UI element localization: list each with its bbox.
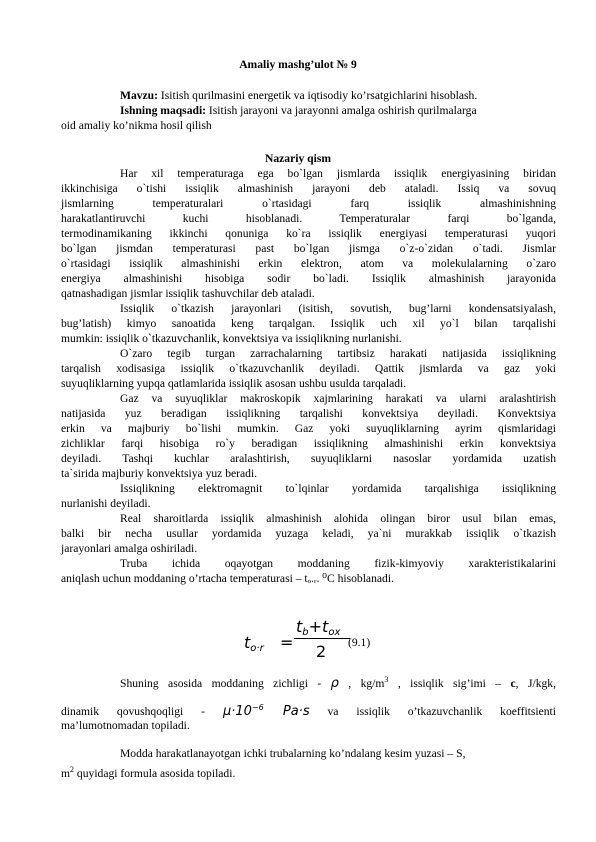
aim-line-2: oid amaliy ko’nikma hosil qilish	[61, 119, 212, 132]
body-line: jarayonlari amalga oshiriladi.	[61, 542, 198, 555]
formula-numerator: tb+tox	[296, 617, 341, 638]
body-line: Modda harakatlanayotgan ichki trubalarning ko’ndalang kesim yuzasi – S,	[120, 747, 466, 760]
body-line: $m^2$ quyidagi formula asosida topiladi.	[61, 765, 236, 780]
body-line: Gaz va suyuqliklar makroskopik xajmlarining harakati va ularni aralashtirish	[120, 392, 556, 405]
rho-symbol: ρ	[330, 676, 339, 691]
body-line: Issiqlik o`tkazish jarayonlari (isitish, sovutish, bug’larni kondensatsiyalash,	[120, 302, 556, 315]
body-line: zichliklar farqi hisobiga ro`y beradigan issiqlikning almashinishi erkin konvektsiya	[61, 437, 556, 450]
body-line: o`rtasidagi issiqlik almashinishi erkin elektron, atom va molekulalarning o`zaro	[61, 257, 556, 270]
body-line: erkin va majburiy bo`lishi mumkin. Gaz yoki suyuqliklarning ayrim qismlaridagi	[61, 422, 556, 435]
formula-equals: =	[280, 633, 294, 652]
body-line: bug’latish) kimyo sanoatida keng tarqalgan. Issiqlik uch xil yo`l bilan tarqalishi	[61, 317, 556, 330]
fraction-bar	[294, 638, 350, 639]
body-line: harakatlantiruvchi kuchi hisoblanadi. Temperaturalar farqi bo`lganda,	[61, 212, 556, 225]
body-line: O`zaro tegib turgan zarrachalarning tartibsiz harakati natijasida issiqlikning	[120, 347, 556, 360]
body-line: Har xil temperaturaga ega bo`lgan jismlarda issiqlik energiyasining biridan	[120, 167, 556, 180]
body-line: Real sharoitlarda issiqlik almashinish alohida olingan biror usul bilan emas,	[120, 512, 556, 525]
body-line: Issiqlikning elektromagnit to`lqinlar yordamida tarqalishiga issiqlikning	[120, 482, 556, 495]
viscosity-expression: $\mu\cdot 10^{-6}$ Pa·s	[222, 703, 310, 719]
body-line: aniqlash uchun moddaning o’rtacha temperaturasi – tₒ.ᵣ. ⁰C hisoblanadi.	[61, 572, 394, 585]
body-line: jismlarning temperaturalari o`rtasidagi farq issiqlik almashinishning	[61, 197, 556, 210]
formula-denominator: 2	[316, 642, 327, 661]
body-line: mumkin: issiqlik o`tkazuvchanlik, konvektsiya va issiqlikning nurlanishi.	[61, 332, 402, 345]
body-line: Shuning asosida moddaning zichligi - ρ , $kg/m^3$ , issiqlik sig’imi – c, J/kgk,	[120, 675, 556, 691]
body-line: deyiladi. Tashqi kuchlar aralashtirish, suyuqliklarni nasoslar yordamida uzatish	[61, 452, 556, 465]
body-line: ikkinchisiga o`tishi issiqlik almashinish jarayoni deb ataladi. Issiq va sovuq	[61, 182, 556, 195]
mean-temperature-formula	[244, 617, 404, 665]
body-line: nurlanishi deyiladi.	[61, 497, 151, 510]
body-line: tarqalish xodisasiga issiqlik o`tkazuvchanlik deyiladi. Qattik jismlarda va gaz yoki	[61, 362, 556, 375]
topic-label: Mavzu:	[120, 89, 158, 102]
aim-text: Isitish jarayoni va jarayonni amalga oshirish qurilmalarga	[206, 104, 477, 117]
page-title: Amaliy mashg’ulot № 9	[239, 58, 357, 71]
body-line: suyuqliklarning yupqa qatlamlarida issiqlik asosan ushbu usulda tarqaladi.	[61, 377, 407, 390]
aim-line	[120, 103, 556, 118]
aim-label: Ishning maqsadi:	[120, 104, 207, 117]
body-line: natijasida yuz beradigan issiqlikning tarqalishi konvektsiya deyiladi. Konvektsiya	[61, 407, 556, 420]
formula-lhs: to·r	[244, 633, 264, 654]
body-line: ta`sirida majburiy konvektsiya yuz beradi.	[61, 467, 258, 480]
body-line: dinamik qovushqoqligi - $\mu\cdot 10^{-6}$ Pa·s va issiqlik o’tkazuvchanlik koeffitsienti	[61, 703, 556, 719]
body-line: Truba ichida oqayotgan moddaning fizik-kimyoviy xarakteristikalarini	[120, 557, 556, 570]
body-line: termodinamikaning ikkinchi qonuniga ko`ra issiqlik energiyasi temperaturasi yuqori	[61, 227, 556, 240]
body-line: balki bir necha usullar yordamida yuzaga keladi, ya`ni murakkab issiqlik o`tkazish	[61, 527, 556, 540]
section-heading: Nazariy qism	[264, 152, 331, 165]
body-line: energiya almashinishi hisobiga sodir bo`ladi. Issiqlik almashinish jarayonida	[61, 272, 556, 285]
body-line: bo`lgan jismdan temperaturasi past bo`lgan jismga o`z-o`zidan o`tadi. Jismlar	[61, 242, 556, 255]
body-line: ma’lumotnomadan topiladi.	[61, 719, 190, 732]
equation-number: (9.1)	[348, 636, 371, 649]
topic-line	[120, 88, 556, 103]
topic-text: Isitish qurilmasini energetik va iqtisodiy ko’rsatgichlarini hisoblash.	[158, 89, 478, 102]
body-line: qatnashadigan jismlar issiqlik tashuvchilar deb ataladi.	[61, 287, 315, 300]
